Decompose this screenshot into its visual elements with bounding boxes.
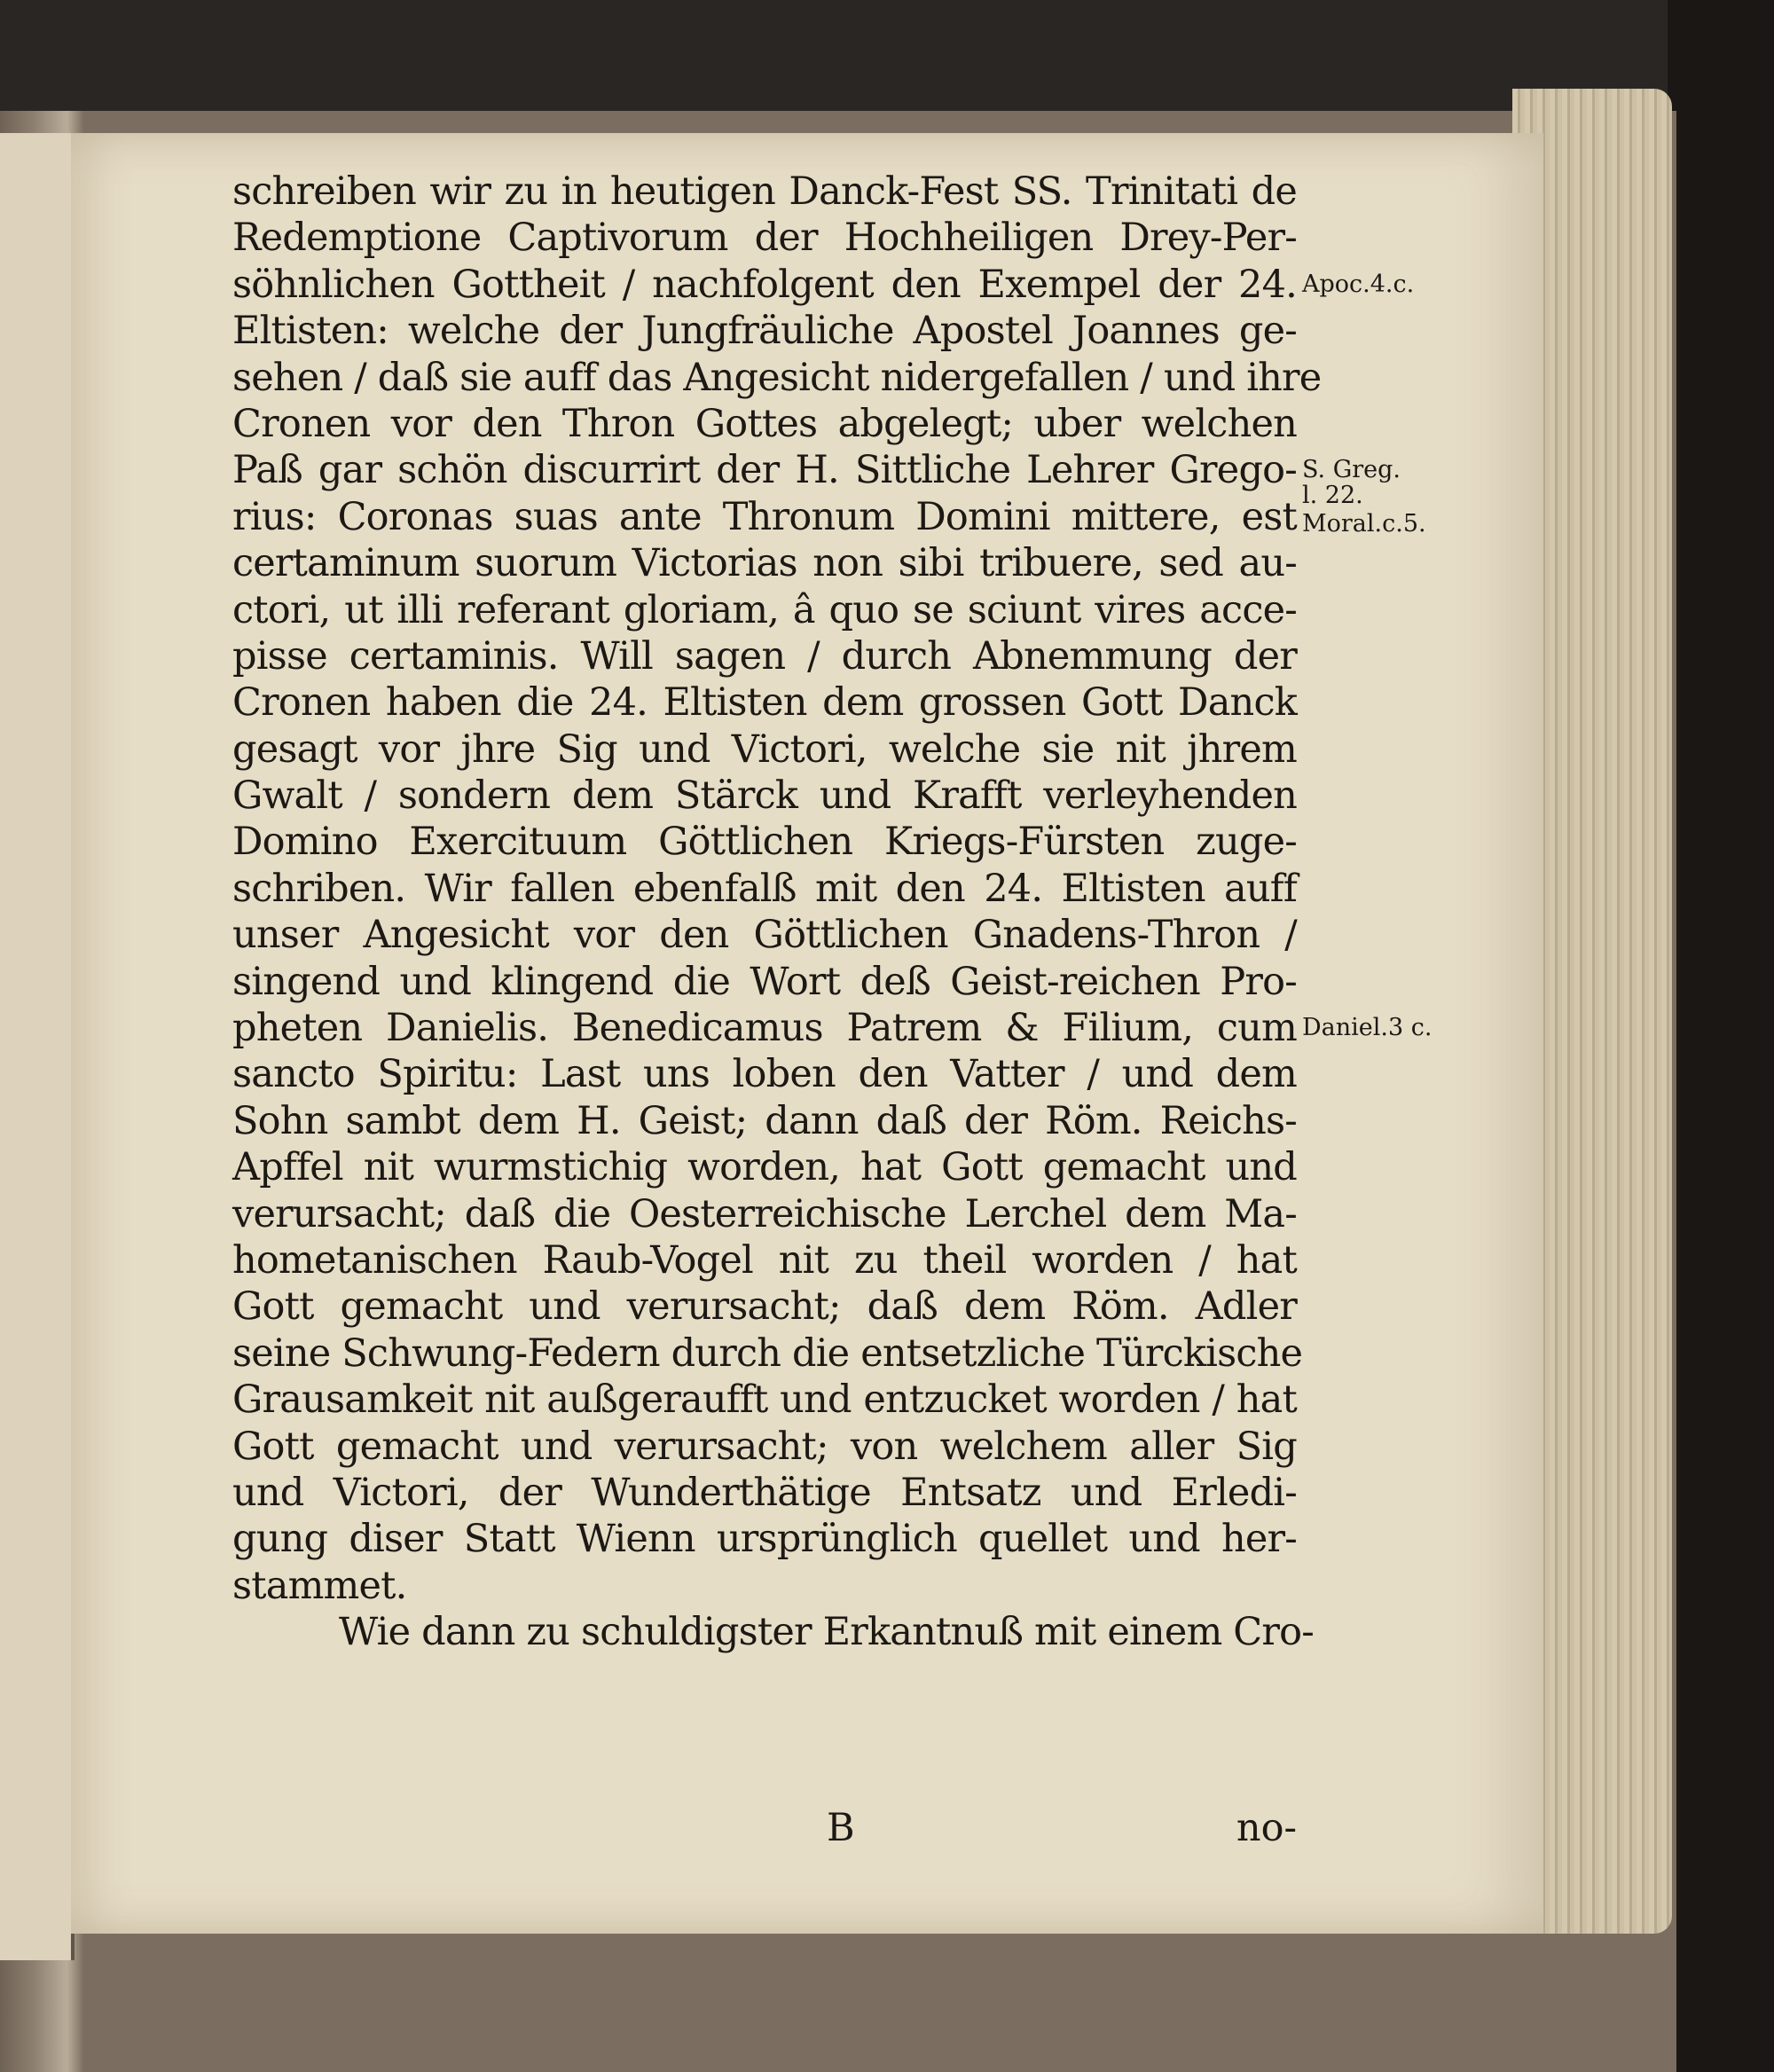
text-line: Paß gar schön discurrirt der H. Sittliche Lehrer Grego- xyxy=(232,448,1297,493)
text-line: Domino Exercituum Göttlichen Kriegs-Fürsten zuge- xyxy=(232,820,1297,865)
marginal-note: S. Greg. xyxy=(1302,456,1401,484)
text-line: Eltisten: welche der Jungfräuliche Apostel Joannes ge- xyxy=(232,309,1297,354)
text-line: hometanischen Raub-Vogel nit zu theil worden / hat xyxy=(232,1237,1297,1283)
text-line: stammet. xyxy=(232,1563,407,1608)
text-line: Gwalt / sondern dem Stärck und Krafft verleyhenden xyxy=(232,773,1297,819)
text-line: Cronen vor den Thron Gottes abgelegt; uber welchen xyxy=(232,401,1297,446)
text-line: unser Angesicht vor den Göttlichen Gnadens-Thron / xyxy=(232,913,1297,958)
marginal-note: Moral.c.5. xyxy=(1302,509,1426,538)
text-line: sehen / daß sie auff das Angesicht nidergefallen / und ihre xyxy=(232,355,1322,400)
text-line: pisse certaminis. Will sagen / durch Abnemmung der xyxy=(232,633,1297,679)
text-line: sancto Spiritu: Last uns loben den Vatter / und dem xyxy=(232,1052,1297,1097)
text-line: Cronen haben die 24. Eltisten dem grossen Gott Danck xyxy=(232,680,1297,726)
marginal-note: l. 22. xyxy=(1302,482,1363,510)
text-line: rius: Coronas suas ante Thronum Domini mittere, est xyxy=(232,494,1297,539)
text-line: Gott gemacht und verursacht; von welchem aller Sig xyxy=(232,1424,1297,1469)
left-page-edge xyxy=(0,133,75,1960)
page-footer xyxy=(232,1805,1297,1851)
text-line: verursacht; daß die Oesterreichische Lerchel dem Ma- xyxy=(232,1191,1297,1236)
catchword: no- xyxy=(1236,1806,1297,1850)
text-line: ctori, ut illi referant gloriam, â quo se sciunt vires acce- xyxy=(232,587,1297,632)
text-line: söhnlichen Gottheit / nachfolgent den Exempel der 24. xyxy=(232,262,1297,307)
text-line: Wie dann zu schuldigster Erkantnuß mit einem Cro- xyxy=(339,1610,1314,1655)
page-text-block xyxy=(232,169,1322,1656)
text-line: Sohn sambt dem H. Geist; dann daß der Röm. Reichs- xyxy=(232,1098,1297,1143)
text-line: Gott gemacht und verursacht; daß dem Röm. Adler xyxy=(232,1284,1297,1330)
text-line: gung diser Statt Wienn ursprünglich quellet und her- xyxy=(232,1517,1297,1562)
marginal-note: Daniel.3 c. xyxy=(1302,1014,1433,1042)
text-line: schriben. Wir fallen ebenfalß mit den 24. Eltisten auff xyxy=(232,866,1297,911)
text-line: Redemptione Captivorum der Hochheiligen Drey-Per- xyxy=(232,216,1297,261)
marginal-note: Apoc.4.c. xyxy=(1302,270,1415,298)
background-edge xyxy=(1668,0,1774,2072)
text-line: Grausamkeit nit außgeraufft und entzucket worden / hat xyxy=(232,1377,1297,1423)
text-line: seine Schwung-Federn durch die entsetzliche Türckische xyxy=(232,1330,1303,1376)
text-line: Apffel nit wurmstichig worden, hat Gott gemacht und xyxy=(232,1145,1297,1190)
text-line: certaminum suorum Victorias non sibi tribuere, sed au- xyxy=(232,541,1297,586)
text-line: singend und klingend die Wort deß Geist-reichen Pro- xyxy=(232,959,1297,1004)
text-line: gesagt vor jhre Sig und Victori, welche sie nit jhrem xyxy=(232,726,1297,772)
text-line: und Victori, der Wunderthätige Entsatz und Erledi- xyxy=(232,1470,1297,1515)
text-line: pheten Danielis. Benedicamus Patrem & Filium, cum xyxy=(232,1006,1297,1051)
signature-mark: B xyxy=(827,1806,855,1850)
text-line: schreiben wir zu in heutigen Danck-Fest SS. Trinitati de xyxy=(232,169,1297,214)
